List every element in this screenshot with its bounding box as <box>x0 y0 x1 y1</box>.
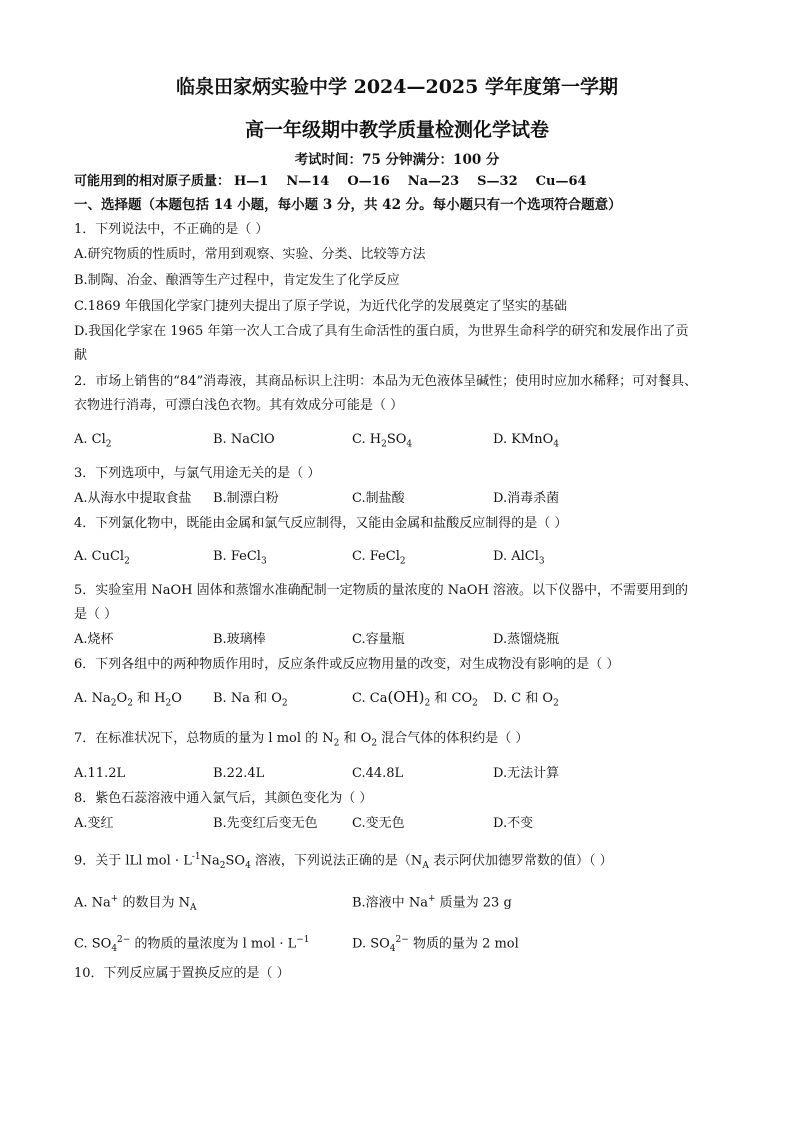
question-3-option-b: B.制漂白粉 <box>213 491 279 506</box>
section-heading: 一、选择题（本题包括 14 小题，每小题 3 分，共 42 分。每小题只有一个选项符合题意） <box>74 197 622 213</box>
question-4-option-a: A. CuCl$_2$ <box>74 549 130 567</box>
question-6-option-a: A. $Na_2O_2$ 和 $H_2O$ <box>74 691 182 709</box>
question-8-option-b: B.先变红后变无色 <box>213 816 318 831</box>
exam-title-line1: 临泉田家炳实验中学 2024—2025 学年度第一学期 <box>176 76 618 98</box>
question-3-stem: 3．下列选项中，与氯气用途无关的是（ ） <box>74 466 321 481</box>
question-2-stem-cont: 衣物进行消毒，可漂白浅色衣物。其有效成分可能是（ ） <box>74 398 404 413</box>
question-8-stem: 8．紫色石蕊溶液中通入氯气后，其颜色变化为（ ） <box>74 791 373 806</box>
question-2-stem: 2．市场上销售的“84”消毒液，其商品标识上注明：本品为无色液体呈碱性；使用时应加水稀释；可对餐具、 <box>74 374 698 389</box>
question-5-stem: 5．实验室用 NaOH 固体和蒸馏水准确配制一定物质的量浓度的 NaOH 溶液。以下仪器中，不需要用到的 <box>74 583 689 598</box>
question-6-option-b: B. Na 和 $O_2$ <box>213 691 288 709</box>
mass-item: O—16 <box>347 174 390 189</box>
question-2-option-a: A. $Cl_2$ <box>74 432 112 450</box>
exam-info: 考试时间：75 分钟满分：100 分 <box>294 152 500 168</box>
question-8-option-c: C.变无色 <box>352 816 405 831</box>
question-9-option-b: B.溶液中 Na+ 质量为 23 g <box>352 894 512 911</box>
exam-title-line2: 高一年级期中教学质量检测化学试卷 <box>244 119 549 141</box>
question-1-option-c: C.1869 年俄国化学家门捷列夫提出了原子学说，为近代化学的发展奠定了坚实的基础 <box>74 299 567 314</box>
question-8-option-a: A.变红 <box>74 816 114 831</box>
question-2-option-d: D. KMnO$_4$ <box>493 432 560 450</box>
question-1-option-b: B.制陶、冶金、酿酒等生产过程中，肯定发生了化学反应 <box>74 273 400 288</box>
question-10-stem: 10．下列反应属于置换反应的是（ ） <box>74 966 290 981</box>
question-5-stem-cont: 是（ ） <box>74 607 118 622</box>
question-1-option-d-cont: 献 <box>74 348 88 363</box>
question-3-option-d: D.消毒杀菌 <box>493 491 560 506</box>
question-3-option-c: C.制盐酸 <box>352 491 405 506</box>
question-3-option-a: A.从海水中提取食盐 <box>74 491 192 506</box>
question-5-option-c: C.容量瓶 <box>352 632 405 647</box>
atomic-masses-label: 可能用到的相对原子质量： <box>74 174 231 189</box>
mass-item: N—14 <box>286 174 330 189</box>
question-4-stem: 4．下列氯化物中，既能由金属和氯气反应制得，又能由金属和盐酸反应制得的是（ ） <box>74 516 568 531</box>
question-9-stem: 9．关于 lLl mol · $L^{-1}Na_2SO_4$ 溶液，下列说法正确的是（$N_A$ 表示阿伏加德罗常数的值）（ ） <box>74 852 613 871</box>
question-9-option-c: C. $SO_4^{2-}$ 的物质的量浓度为 l mol · $L^{-1}$ <box>74 935 310 954</box>
question-1-option-a: A.研究物质的性质时，常用到观察、实验、分类、比较等方法 <box>74 247 426 262</box>
mass-item: Cu—64 <box>535 174 587 189</box>
question-4-option-c: C. FeCl$_2$ <box>352 549 406 567</box>
question-5-option-b: B.玻璃棒 <box>213 632 266 647</box>
question-6-option-d: D. C 和 $O_2$ <box>493 691 559 709</box>
question-9-option-d: D. $SO_4^{2-}$ 物质的量为 2 mol <box>352 935 519 954</box>
question-6-stem: 6．下列各组中的两种物质作用时，反应条件或反应物用量的改变，对生成物没有影响的是（ ） <box>74 657 620 672</box>
question-7-stem: 7．在标准状况下，总物质的量为 l mol 的 $N_2$ 和 $O_2$ 混合气体的体积约是（ ） <box>74 731 529 749</box>
question-4-option-b: B. FeCl$_3$ <box>213 549 267 567</box>
mass-item: S—32 <box>477 174 518 189</box>
question-7-option-b: B.22.4L <box>213 766 265 781</box>
question-5-option-a: A.烧杯 <box>74 632 114 647</box>
question-2-option-b: B. NaClO <box>213 432 275 447</box>
question-8-option-d: D.不变 <box>493 816 534 831</box>
question-6-option-c: C. $Ca(OH)_2$ 和 $CO_2$ <box>352 688 478 709</box>
mass-item: Na—23 <box>407 174 460 189</box>
question-1-option-d: D.我国化学家在 1965 年第一次人工合成了具有生命活性的蛋白质，为世界生命科学的研究和发展作出了贡 <box>74 324 689 339</box>
question-1-stem: 1．下列说法中，不正确的是（ ） <box>74 222 269 237</box>
question-7-option-d: D.无法计算 <box>493 766 560 781</box>
question-4-option-d: D. AlCl$_3$ <box>493 549 545 567</box>
question-5-option-d: D.蒸馏烧瓶 <box>493 632 560 647</box>
mass-item: H—1 <box>234 174 269 189</box>
question-7-option-a: A.11.2L <box>74 766 126 781</box>
question-7-option-c: C.44.8L <box>352 766 404 781</box>
question-9-option-a: A. Na+ 的数目为 $N_A$ <box>74 894 197 913</box>
question-2-option-c: C. $H_2SO_4$ <box>352 432 413 450</box>
atomic-masses <box>74 173 605 191</box>
